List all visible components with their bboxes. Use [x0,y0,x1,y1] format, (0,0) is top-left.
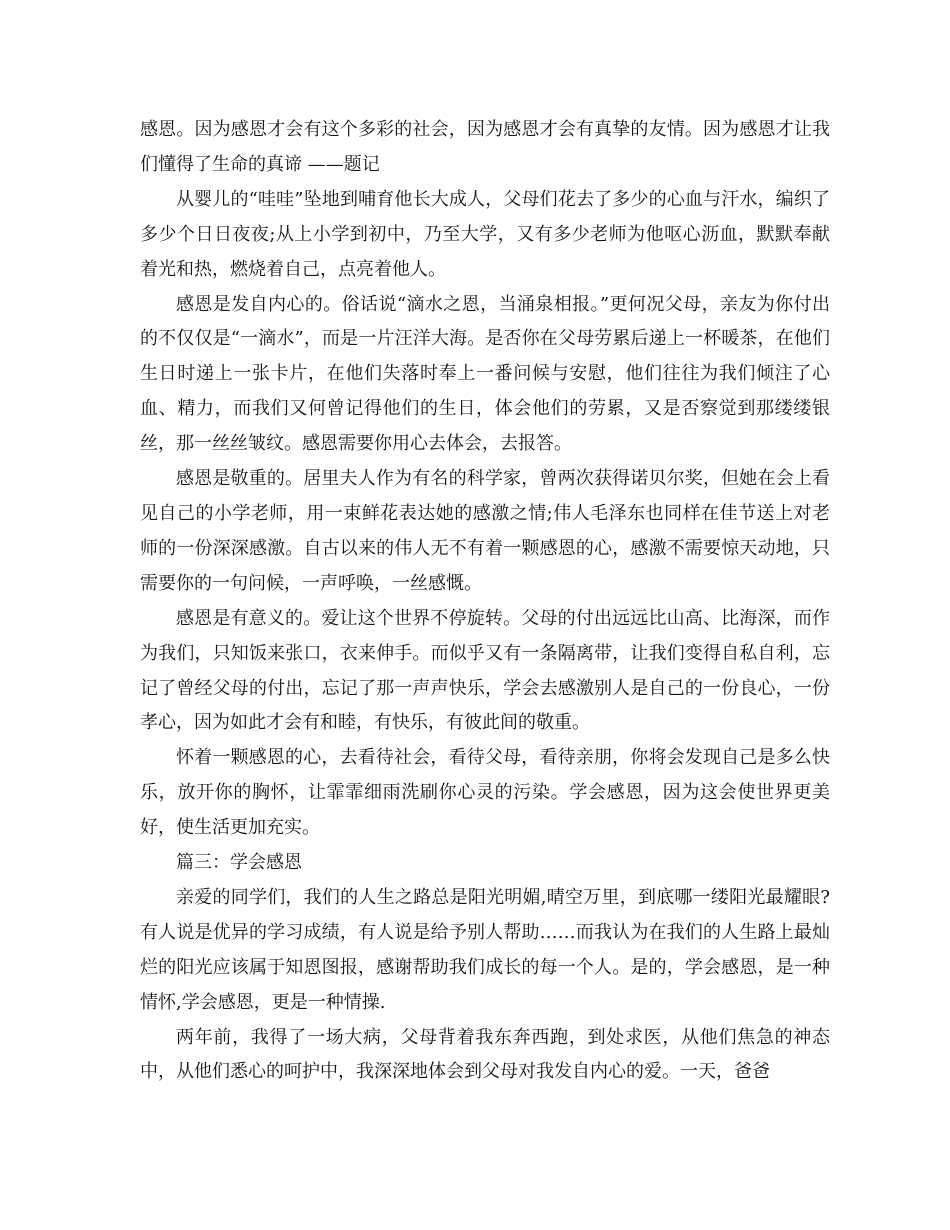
paragraph-grateful-heart: 怀着一颗感恩的心，去看待社会，看待父母，看待亲朋，你将会发现自己是多么快乐，放开你的胸怀，让霏霏细雨洗刷你心灵的污染。学会感恩，因为这会使世界更美好，使生活更加充实。 [140,747,830,839]
section-heading: 篇三：学会感恩 [176,852,302,874]
paragraph-parents-teachers: 从婴儿的“哇哇”坠地到哺育他长大成人，父母们花去了多少的心血与汗水，编织了多少个日日夜夜;从上小学到初中，乃至大学，又有多少老师为他呕心沥血，默默奉献着光和热，燃烧着自己，点亮着他人。 [140,188,830,280]
document-body [140,113,830,1090]
paragraph-two-years-ago: 两年前，我得了一场大病，父母背着我东奔西跑，到处求医，从他们焦急的神态中，从他们悉心的呵护中，我深深地体会到父母对我发自内心的爱。一天，爸爸 [140,1026,830,1083]
paragraph-epigraph: 感恩。因为感恩才会有这个多彩的社会，因为感恩才会有真挚的友情。因为感恩才让我们懂得了生命的真谛 ——题记 [140,119,830,175]
paragraph-gratitude-respect: 感恩是敬重的。居里夫人作为有名的科学家，曾两次获得诺贝尔奖，但她在会上看见自己的小学老师，用一束鲜花表达她的感激之情;伟人毛泽东也同样在佳节送上对老师的一份深深感激。自古以来的伟人无不有着一颗感恩的心，感激不需要惊天动地，只需要你的一句问候，一声呼唤，一丝感慨。 [140,468,830,594]
paragraph-dear-classmates: 亲爱的同学们，我们的人生之路总是阳光明媚,晴空万里，到底哪一缕阳光最耀眼?有人说是优异的学习成绩，有人说是给予别人帮助……而我认为在我们的人生路上最灿烂的阳光应该属于知恩图报，感谢帮助我们成长的每一个人。是的，学会感恩，是一种情怀,学会感恩，更是一种情操. [140,886,830,1013]
paragraph-gratitude-from-heart: 感恩是发自内心的。俗话说“滴水之恩，当涌泉相报。”更何况父母，亲友为你付出的不仅仅是“一滴水”，而是一片汪洋大海。是否你在父母劳累后递上一杯暖茶，在他们生日时递上一张卡片，在他们失落时奉上一番问候与安慰，他们往往为我们倾注了心血、精力，而我们又何曾记得他们的生日，体会他们的劳累，又是否察觉到那缕缕银丝，那一丝丝皱纹。感恩需要你用心去体会，去报答。 [140,293,830,455]
paragraph-gratitude-meaning: 感恩是有意义的。爱让这个世界不停旋转。父母的付出远远比山高、比海深，而作为我们，只知饭来张口，衣来伸手。而似乎又有一条隔离带，让我们变得自私自利，忘记了曾经父母的付出，忘记了那一声声快乐，学会去感激别人是自己的一份良心，一份孝心，因为如此才会有和睦，有快乐，有彼此间的敬重。 [140,607,830,734]
